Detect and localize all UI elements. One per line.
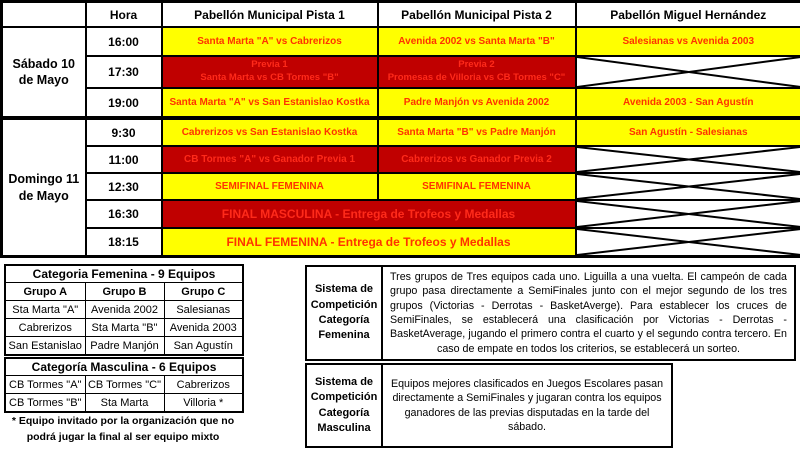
venue3-column-header: Pabellón Miguel Hernández <box>576 2 800 28</box>
female-groups-table <box>4 264 244 356</box>
team-cell: Sta Marta <box>85 394 164 413</box>
table-row <box>2 88 800 118</box>
match-cell: Salesianas vs Avenida 2003 <box>576 27 800 56</box>
table-row <box>5 337 243 356</box>
male-system-paragraph: Equipos mejores clasificados en Juegos Escolares pasan directamente a SemiFinales y jugaran contra los equipos ganadores de las previas disputadas en la tarde del sábado. <box>390 377 664 433</box>
time-cell: 18:15 <box>86 228 162 257</box>
match-cell: Santa Marta "A" vs San Estanislao Kostka <box>162 88 378 118</box>
team-cell: Salesianas <box>164 301 243 319</box>
male-system-panel <box>305 363 673 448</box>
cross-icon <box>577 201 800 227</box>
table-row <box>5 319 243 337</box>
female-system-text <box>383 267 794 359</box>
previa-title: Previa 1 <box>251 59 288 71</box>
time-cell: 9:30 <box>86 118 162 146</box>
cross-icon <box>577 57 800 87</box>
team-cell: Avenida 2003 <box>164 319 243 337</box>
match-cell: Cabrerizos vs Ganador Previa 2 <box>378 146 576 173</box>
previa-match: Santa Marta vs CB Tormes "B" <box>200 72 339 83</box>
table-row <box>5 358 243 376</box>
match-cell: SEMIFINAL FEMENINA <box>162 173 378 200</box>
cross-icon <box>577 147 800 172</box>
cross-icon <box>577 229 800 255</box>
match-cell: SEMIFINAL FEMENINA <box>378 173 576 200</box>
team-cell: Villoria * <box>164 394 243 413</box>
match-cell: Padre Manjón vs Avenida 2002 <box>378 88 576 118</box>
hora-column-header: Hora <box>86 2 162 28</box>
corner-cell <box>2 2 86 28</box>
match-cell: Santa Marta "B" vs Padre Manjón <box>378 118 576 146</box>
female-system-panel <box>305 265 796 361</box>
team-cell: Cabrerizos <box>164 376 243 394</box>
male-groups-title: Categoría Masculina - 6 Equipos <box>5 358 243 376</box>
venue1-column-header: Pabellón Municipal Pista 1 <box>162 2 378 28</box>
previa-match-cell <box>378 56 576 88</box>
group-a-header: Grupo A <box>5 283 85 301</box>
table-row <box>2 173 800 200</box>
crossed-out-cell <box>576 228 800 257</box>
venue2-column-header: Pabellón Municipal Pista 2 <box>378 2 576 28</box>
table-row <box>5 283 243 301</box>
time-cell: 16:00 <box>86 27 162 56</box>
female-system-paragraph: Tres grupos de Tres equipos cada uno. Liguilla a una vuelta. El campeón de cada grupo pasa directamente a SemiFinales junto con el mejor segundo de los tres grupos (Victorias - Derrotas - BasketAverge). Para establecer los cruces de SemiFinales, se establecerá una clasificación por Victorias - Derrotas - BasketAverage, jugando el primero contra el cuarto y el segundo contra tercero. En caso de empate en todos los criterios, se establecerá un sorteo. <box>390 271 787 355</box>
team-cell: San Agustín <box>164 337 243 356</box>
previa-match-cell <box>162 56 378 88</box>
cross-icon <box>577 174 800 199</box>
group-c-header: Grupo C <box>164 283 243 301</box>
time-cell: 19:00 <box>86 88 162 118</box>
crossed-out-cell <box>576 173 800 200</box>
table-row <box>2 228 800 257</box>
time-cell: 17:30 <box>86 56 162 88</box>
team-cell: Cabrerizos <box>5 319 85 337</box>
match-cell: Avenida 2003 - San Agustín <box>576 88 800 118</box>
table-row <box>2 56 800 88</box>
table-row <box>5 265 243 283</box>
male-system-text <box>383 365 671 446</box>
table-row <box>5 394 243 413</box>
mixed-team-footnote: * Equipo invitado por la organización que no podrá jugar la final al ser equipo mixto <box>11 415 235 443</box>
team-cell: San Estanislao <box>5 337 85 356</box>
group-b-header: Grupo B <box>85 283 164 301</box>
crossed-out-cell <box>576 200 800 228</box>
final-masculina-cell: FINAL MASCULINA - Entrega de Trofeos y Medallas <box>162 200 576 228</box>
previa-match: Promesas de Villoria vs CB Tormes "C" <box>387 72 566 83</box>
male-groups-table <box>4 357 244 413</box>
crossed-out-cell <box>576 146 800 173</box>
match-cell: Cabrerizos vs San Estanislao Kostka <box>162 118 378 146</box>
table-row <box>2 27 800 56</box>
day-label-saturday: Sábado 10 de Mayo <box>2 27 86 118</box>
time-cell: 12:30 <box>86 173 162 200</box>
crossed-out-cell <box>576 56 800 88</box>
team-cell: Sta Marta "B" <box>85 319 164 337</box>
schedule-header-row <box>2 2 800 28</box>
team-cell: Avenida 2002 <box>85 301 164 319</box>
previa-title: Previa 2 <box>458 59 495 71</box>
match-cell: San Agustín - Salesianas <box>576 118 800 146</box>
table-row <box>5 376 243 394</box>
match-cell: Santa Marta "A" vs Cabrerizos <box>162 27 378 56</box>
female-system-label: Sistema de Competición Categoría Femenina <box>307 267 383 359</box>
team-cell: CB Tormes "C" <box>85 376 164 394</box>
match-cell: Avenida 2002 vs Santa Marta "B" <box>378 27 576 56</box>
time-cell: 16:30 <box>86 200 162 228</box>
table-row <box>5 301 243 319</box>
table-row <box>2 118 800 146</box>
match-cell: CB Tormes "A" vs Ganador Previa 1 <box>162 146 378 173</box>
table-row <box>2 146 800 173</box>
table-row <box>2 200 800 228</box>
final-femenina-cell: FINAL FEMENINA - Entrega de Trofeos y Medallas <box>162 228 576 257</box>
team-cell: CB Tormes "B" <box>5 394 85 413</box>
team-cell: Sta Marta "A" <box>5 301 85 319</box>
time-cell: 11:00 <box>86 146 162 173</box>
day-label-sunday: Domingo 11 de Mayo <box>2 118 86 257</box>
female-groups-title: Categoria Femenina - 9 Equipos <box>5 265 243 283</box>
team-cell: Padre Manjón <box>85 337 164 356</box>
team-cell: CB Tormes "A" <box>5 376 85 394</box>
male-system-label: Sistema de Competición Categoría Masculina <box>307 365 383 446</box>
